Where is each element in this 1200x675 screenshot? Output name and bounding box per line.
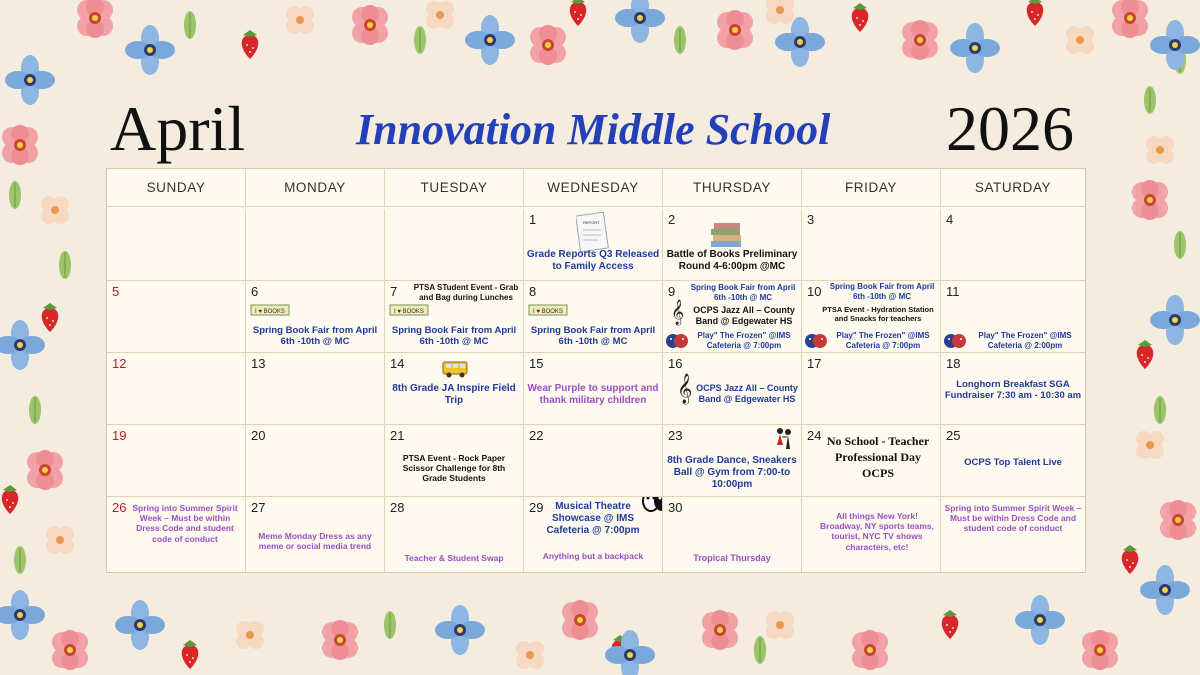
event-text: Spring into Summer Spirit Week – Must be within Dress Code and student code of conduct (944, 503, 1082, 534)
day-cell (802, 353, 941, 425)
treble-clef-icon: 𝄞 (677, 373, 693, 403)
school-bus-icon (441, 359, 469, 379)
event-text: 8th Grade Dance, Sneakers Ball @ Gym from 7:00-to 10:00pm (667, 455, 797, 490)
day-number: 9 (668, 284, 676, 299)
event-text: Wear Purple to support and thank military children (527, 383, 659, 406)
weekday-header: SUNDAY (107, 169, 246, 207)
banner-label: I ♥ BOOKS (394, 309, 424, 315)
day-number: 15 (529, 356, 544, 371)
day-number: 14 (390, 356, 405, 371)
day-cell (663, 497, 802, 572)
event-text: Meme Monday Dress as any meme or social media trend (258, 531, 372, 552)
day-cell-empty (107, 209, 246, 281)
year-title: 2026 (946, 93, 1074, 164)
day-number: 2 (668, 212, 676, 227)
event-text: Spring Book Fair from April 6th -10th @ MC (391, 325, 517, 348)
event-text: PTSA Event - Hydration Station and Snacks for teachers (822, 305, 934, 323)
report-card-icon (576, 212, 610, 252)
book-banner-icon (389, 303, 429, 317)
day-cell (107, 281, 246, 353)
event-text: Play" The Frozen" @IMS Cafeteria @ 7:00pm (836, 331, 930, 350)
day-cell (663, 281, 802, 353)
day-number: 4 (946, 212, 954, 227)
weekday-header: WEDNESDAY (524, 169, 663, 207)
event-text: 8th Grade JA Inspire Field Trip (392, 383, 516, 406)
day-cell (524, 425, 663, 497)
book-banner-icon (250, 303, 290, 317)
day-number: 1 (529, 212, 537, 227)
event-text: Tropical Thursday (693, 553, 771, 563)
event-text: Spring Book Fair from April 6th -10th @ MC (530, 325, 656, 348)
day-cell (524, 497, 663, 572)
banner-label: I ♥ BOOKS (533, 309, 563, 315)
day-cell (107, 497, 246, 572)
theater-masks-icon (943, 333, 967, 349)
school-name: Innovation Middle School (356, 105, 831, 154)
day-number: 17 (807, 356, 822, 371)
day-number: 12 (112, 356, 127, 371)
day-number: 27 (251, 500, 266, 515)
day-cell (524, 353, 663, 425)
day-number: 23 (668, 428, 683, 443)
day-cell (941, 209, 1085, 281)
event-text: Grade Reports Q3 Released to Family Access (526, 249, 660, 272)
weekday-header: THURSDAY (663, 169, 802, 207)
event-text: Play" The Frozen" @IMS Cafeteria @ 2:00pm (978, 331, 1072, 350)
day-number: 22 (529, 428, 544, 443)
day-cell (941, 497, 1085, 572)
dancers-icon (771, 427, 797, 455)
day-cell (385, 425, 524, 497)
report-label: REPORT (583, 220, 600, 225)
calendar-grid (106, 168, 1086, 573)
day-cell (385, 281, 524, 353)
banner-label: I ♥ BOOKS (255, 309, 285, 315)
day-cell (107, 353, 246, 425)
month-title: April (110, 93, 246, 164)
day-cell-empty (246, 209, 385, 281)
day-number: 8 (529, 284, 537, 299)
weekday-header: FRIDAY (802, 169, 941, 207)
day-number: 28 (390, 500, 405, 515)
day-cell (524, 209, 663, 281)
day-cell (107, 425, 246, 497)
theater-masks-icon (665, 333, 689, 349)
event-text: Play" The Frozen" @IMS Cafeteria @ 7:00pm (697, 331, 791, 350)
day-number: 11 (946, 284, 960, 299)
event-text: Musical Theatre Showcase @ IMS Cafeteria @ 7:00pm (546, 501, 640, 536)
event-text: PTSA Event - Rock Paper Scissor Challenge for 8th Grade Students (402, 453, 506, 484)
event-text: Anything but a backpack (542, 551, 644, 561)
theater-masks-icon (804, 333, 828, 349)
day-number: 3 (807, 212, 815, 227)
day-cell-empty (385, 209, 524, 281)
event-text: Spring Book Fair from April 6th -10th @ MC (690, 283, 796, 302)
day-number: 7 (390, 284, 398, 299)
day-number: 20 (251, 428, 266, 443)
event-text: Spring Book Fair from April 6th -10th @ MC (829, 282, 935, 301)
day-cell (802, 497, 941, 572)
day-cell (802, 209, 941, 281)
event-text: OCPS Top Talent Live (964, 457, 1062, 468)
day-number: 10 (807, 284, 822, 299)
day-cell (246, 497, 385, 572)
day-cell (941, 353, 1085, 425)
day-number: 24 (807, 428, 822, 443)
day-number: 25 (946, 428, 961, 443)
day-number: 6 (251, 284, 259, 299)
day-cell (246, 353, 385, 425)
event-text: No School - Teacher Professional Day OCPS (826, 434, 930, 481)
day-number: 30 (668, 500, 683, 515)
weekday-header: TUESDAY (385, 169, 524, 207)
weekday-header: MONDAY (246, 169, 385, 207)
day-cell (385, 353, 524, 425)
day-cell (663, 353, 802, 425)
day-number: 29 (529, 500, 544, 515)
day-cell (663, 209, 802, 281)
event-text: OCPS Jazz All – County Band @ Edgewater HS (696, 383, 798, 404)
weekday-header: SATURDAY (941, 169, 1085, 207)
day-number: 5 (112, 284, 120, 299)
day-cell (941, 281, 1085, 353)
day-number: 19 (112, 428, 127, 443)
treble-clef-icon: 𝄞 (671, 299, 685, 324)
day-number: 18 (946, 356, 961, 371)
event-text: PTSA STudent Event - Grab and Bag during Lunches (413, 283, 519, 302)
day-cell (663, 425, 802, 497)
event-text: Teacher & Student Swap (404, 553, 504, 563)
event-text: Spring into Summer Spirit Week – Must be within Dress Code and student code of conduct (132, 503, 238, 544)
day-cell (802, 425, 941, 497)
day-cell (246, 281, 385, 353)
day-cell (802, 281, 941, 353)
book-banner-icon (528, 303, 568, 317)
event-text: Longhorn Breakfast SGA Fundraiser 7:30 am - 10:30 am (944, 379, 1082, 402)
day-number: 26 (112, 500, 127, 515)
day-cell (941, 425, 1085, 497)
event-text: Spring Book Fair from April 6th -10th @ MC (252, 325, 378, 348)
event-text: All things New York! Broadway, NY sports teams, tourist, NYC TV shows characters, etc! (820, 511, 935, 552)
day-number: 16 (668, 356, 683, 371)
day-cell (385, 497, 524, 572)
event-text: OCPS Jazz All – County Band @ Edgewater HS (693, 305, 795, 326)
day-cell (524, 281, 663, 353)
event-text: Battle of Books Preliminary Round 4-6:00pm @MC (666, 249, 798, 272)
day-cell (246, 425, 385, 497)
day-number: 13 (251, 356, 266, 371)
book-stack-icon (709, 219, 745, 249)
day-number: 21 (390, 428, 405, 443)
